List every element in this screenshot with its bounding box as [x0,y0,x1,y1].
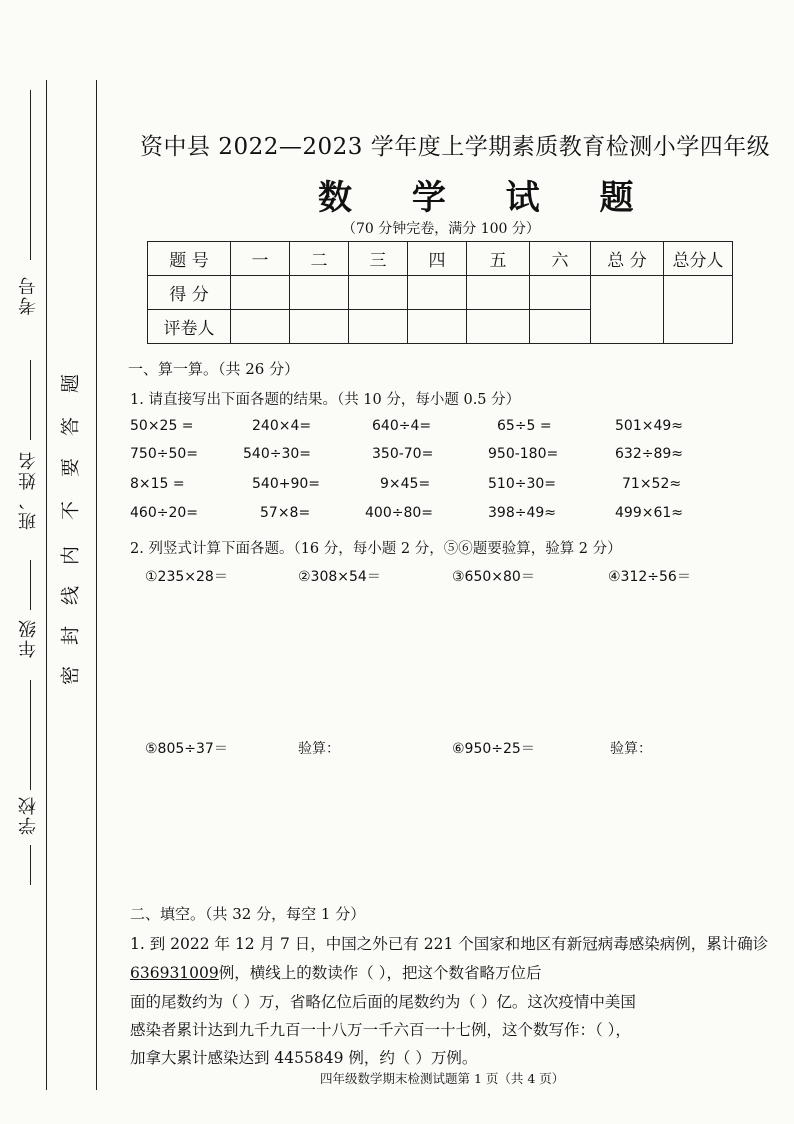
score-cell [231,276,290,310]
seal-char: 答 [59,417,82,437]
grader-cell [467,310,530,344]
exam-title: 资中县 2022—2023 学年度上学期素质教育检测小学四年级 [140,134,771,160]
fill-line-1: 1. 到 2022 年 12 月 7 日，中国之外已有 221 个国家和地区有新冠病毒感染病例，累计确诊 [130,935,769,953]
grader-cell [231,310,290,344]
col-header: 三 [349,242,408,276]
vertical-calc-item: ⑥950÷25＝ [452,741,535,757]
score-cell [290,276,349,310]
school-blank [30,680,31,790]
page-footer: 四年级数学期末检测试题第 1 页（共 4 页） [320,1071,565,1086]
exam-no-blank [30,90,31,260]
calc-item: 350-70= [372,446,434,462]
col-header: 二 [290,242,349,276]
class-name-label: 班、姓名 [18,450,39,530]
grader-cell [349,310,408,344]
calc-item: 398÷49≈ [488,505,556,521]
seal-char: 封 [59,626,82,646]
total-grader-cell [664,276,733,344]
calc-item: 65÷5 = [497,418,552,434]
score-cell [467,276,530,310]
col-header-total: 总 分 [591,242,664,276]
exam-no-label: 考号 [18,275,39,315]
margin-rule-outer [46,80,47,1090]
fill-line-4: 感染者累计达到九千九百一十八万一千六百一十七例，这个数写作：（ ）， [130,1021,631,1039]
seal-char: 要 [59,458,82,478]
row-label-question: 题 号 [148,242,231,276]
margin-rule-inner [96,80,97,1090]
row-label-grader: 评卷人 [148,310,231,344]
grader-cell [530,310,591,344]
score-cell [408,276,467,310]
grader-cell [290,310,349,344]
seal-char: 密 [59,666,82,686]
calc-item: 9×45= [380,476,431,492]
calc-item: 632÷89≈ [615,446,683,462]
seal-char: 题 [59,374,82,394]
calc-item: 50×25 = [130,418,194,434]
section1-title: 一、算一算。（共 26 分） [128,360,300,378]
calc-item: 71×52≈ [622,476,682,492]
calc-item: 950-180= [488,446,559,462]
fill-line-2 [130,961,541,983]
q1-instruction: 1. 请直接写出下面各题的结果。（共 10 分，每小题 0.5 分） [130,392,521,408]
vertical-calc-item: ③650×80＝ [452,569,535,585]
col-header: 四 [408,242,467,276]
fill-line-5: 加拿大累计感染达到 4455849 例，约（ ）万例。 [130,1049,478,1067]
fill-line-2-text: 例，横线上的数读作（ ），把这个数省略万位后 [218,964,542,982]
calc-item: 540÷30= [243,446,311,462]
row-label-score: 得 分 [148,276,231,310]
name-blank [30,360,31,440]
calc-item: 501×49≈ [615,418,683,434]
vertical-calc-item: ①235×28＝ [145,569,228,585]
vertical-calc-item: ②308×54＝ [298,569,381,585]
school-label: 学校 [18,795,39,835]
check-label: 验算： [610,741,652,757]
grade-blank-top [30,560,31,610]
calc-item: 57×8= [260,505,311,521]
score-cell [530,276,591,310]
exam-note: （70 分钟完卷，满分 100 分） [342,221,540,237]
section2-title: 二、填空。（共 32 分，每空 1 分） [130,905,366,923]
grader-cell [408,310,467,344]
col-header: 六 [530,242,591,276]
calc-item: 499×61≈ [615,505,683,521]
seal-char: 不 [59,501,82,521]
calc-item: 540+90= [252,476,320,492]
seal-char: 内 [59,546,82,566]
check-label: 验算： [298,741,340,757]
underlined-number: 636931009 [130,964,219,982]
calc-item: 750÷50= [130,446,198,462]
col-header-grader: 总分人 [664,242,733,276]
vertical-calc-item: ⑤805÷37＝ [145,741,228,757]
calc-item: 400÷80= [365,505,433,521]
vertical-calc-item: ④312÷56＝ [608,569,691,585]
col-header: 一 [231,242,290,276]
total-score-cell [591,276,664,344]
fill-line-3: 面的尾数约为（ ）万，省略亿位后面的尾数约为（ ）亿。这次疫情中美国 [130,993,636,1011]
grade-label: 年级 [18,618,39,658]
calc-item: 460÷20= [130,505,198,521]
col-header: 五 [467,242,530,276]
calc-item: 510÷30= [488,476,556,492]
subject-title: 数 学 试 题 [318,178,658,218]
score-table [147,241,733,344]
calc-item: 640÷4= [372,418,432,434]
school-blank-bottom [30,845,31,885]
q2-instruction: 2. 列竖式计算下面各题。（16 分，每小题 2 分，⑤⑥题要验算，验算 2 分） [130,541,622,557]
calc-item: 240×4= [252,418,312,434]
score-cell [349,276,408,310]
seal-char: 线 [59,586,82,606]
calc-item: 8×15 = [130,476,185,492]
